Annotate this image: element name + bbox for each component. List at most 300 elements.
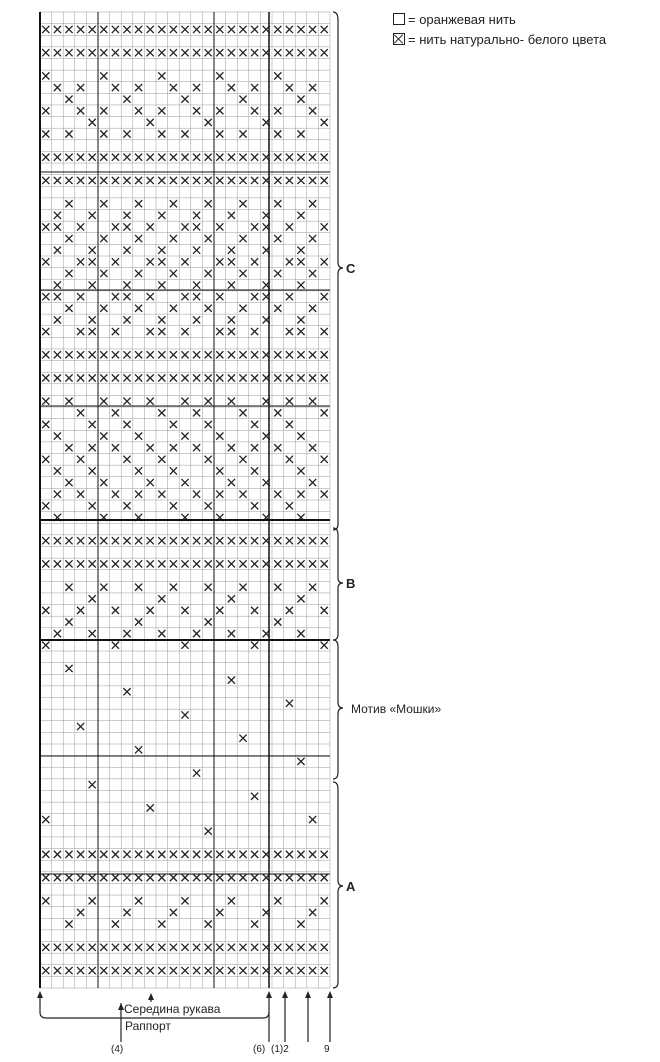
stitch-cross [228, 374, 235, 381]
stitch-cross [54, 467, 61, 474]
stitch-cross [123, 351, 130, 358]
stitch-cross [123, 223, 130, 230]
stitch-cross [54, 177, 61, 184]
stitch-cross [135, 154, 142, 161]
stitch-cross [54, 851, 61, 858]
stitch-cross [216, 374, 223, 381]
stitch-cross [42, 72, 49, 79]
stitch-cross [135, 351, 142, 358]
stitch-cross [251, 293, 258, 300]
stitch-cross [135, 177, 142, 184]
stitch-cross [77, 456, 84, 463]
stitch-cross [135, 84, 142, 91]
stitch-cross [297, 26, 304, 33]
stitch-cross [147, 967, 154, 974]
stitch-cross [65, 444, 72, 451]
stitch-cross [216, 944, 223, 951]
stitch-cross [42, 456, 49, 463]
stitch-cross [205, 49, 212, 56]
stitch-cross [193, 351, 200, 358]
section-c-brace [333, 12, 343, 530]
column-label-1-2: (1)2 [271, 1044, 289, 1055]
section-a-brace [333, 782, 343, 988]
stitch-cross [239, 874, 246, 881]
stitch-cross [181, 560, 188, 567]
stitch-cross [251, 967, 258, 974]
stitch-cross [216, 177, 223, 184]
stitch-cross [205, 828, 212, 835]
stitch-cross [100, 851, 107, 858]
stitch-cross [54, 293, 61, 300]
stitch-cross [193, 26, 200, 33]
stitch-cross [54, 491, 61, 498]
stitch-cross [181, 944, 188, 951]
section-c-label: C [346, 261, 356, 276]
stitch-cross [297, 467, 304, 474]
stitch-cross [158, 177, 165, 184]
stitch-cross [205, 26, 212, 33]
stitch-cross [42, 351, 49, 358]
stitch-cross [147, 444, 154, 451]
stitch-cross [297, 920, 304, 927]
stitch-cross [89, 467, 96, 474]
column-label-4: (4) [111, 1044, 124, 1055]
stitch-cross [65, 177, 72, 184]
stitch-cross [170, 537, 177, 544]
stitch-cross [170, 235, 177, 242]
stitch-cross [170, 851, 177, 858]
empty-square-icon [393, 13, 405, 25]
stitch-cross [286, 84, 293, 91]
stitch-cross [239, 270, 246, 277]
stitch-cross [65, 154, 72, 161]
stitch-cross [42, 967, 49, 974]
stitch-cross [123, 851, 130, 858]
stitch-cross [309, 107, 316, 114]
stitch-cross [54, 967, 61, 974]
stitch-cross [274, 26, 281, 33]
stitch-cross [205, 560, 212, 567]
stitch-cross [251, 107, 258, 114]
stitch-cross [158, 26, 165, 33]
stitch-cross [89, 595, 96, 602]
stitch-cross [251, 467, 258, 474]
stitch-cross [205, 502, 212, 509]
stitch-cross [100, 107, 107, 114]
stitch-cross [321, 154, 328, 161]
stitch-cross [239, 537, 246, 544]
stitch-cross [228, 316, 235, 323]
stitch-cross [89, 630, 96, 637]
stitch-cross [321, 642, 328, 649]
stitch-cross [297, 491, 304, 498]
stitch-cross [228, 874, 235, 881]
stitch-cross [112, 537, 119, 544]
stitch-cross [216, 607, 223, 614]
stitch-cross [297, 130, 304, 137]
stitch-cross [309, 270, 316, 277]
stitch-cross [228, 560, 235, 567]
stitch-cross [112, 874, 119, 881]
stitch-cross [251, 444, 258, 451]
stitch-cross [158, 281, 165, 288]
stitch-cross [65, 537, 72, 544]
stitch-cross [65, 351, 72, 358]
stitch-cross [112, 967, 119, 974]
stitch-cross [297, 967, 304, 974]
stitch-cross [158, 944, 165, 951]
stitch-cross [147, 374, 154, 381]
stitch-cross [239, 491, 246, 498]
stitch-cross [89, 897, 96, 904]
stitch-cross [170, 584, 177, 591]
stitch-cross [205, 351, 212, 358]
stitch-cross [42, 502, 49, 509]
stitch-cross [42, 293, 49, 300]
stitch-cross [239, 351, 246, 358]
stitch-cross [239, 154, 246, 161]
stitch-cross [65, 944, 72, 951]
stitch-cross [216, 49, 223, 56]
stitch-cross [170, 49, 177, 56]
stitch-cross [274, 491, 281, 498]
stitch-cross [100, 130, 107, 137]
stitch-cross [77, 909, 84, 916]
stitch-cross [309, 235, 316, 242]
stitch-cross [286, 607, 293, 614]
stitch-cross [112, 258, 119, 265]
stitch-cross [158, 258, 165, 265]
stitch-cross [135, 967, 142, 974]
stitch-cross [89, 177, 96, 184]
stitch-cross [216, 874, 223, 881]
stitch-cross [309, 200, 316, 207]
stitch-cross [89, 537, 96, 544]
stitch-cross [54, 374, 61, 381]
stitch-cross [286, 560, 293, 567]
stitch-cross [216, 851, 223, 858]
stitch-cross [65, 665, 72, 672]
stitch-cross [54, 630, 61, 637]
stitch-cross [89, 281, 96, 288]
stitch-cross [42, 851, 49, 858]
stitch-cross [205, 154, 212, 161]
stitch-cross [274, 444, 281, 451]
stitch-cross [89, 119, 96, 126]
stitch-cross [297, 247, 304, 254]
stitch-cross [297, 537, 304, 544]
stitch-cross [65, 200, 72, 207]
stitch-cross [297, 944, 304, 951]
stitch-cross [147, 479, 154, 486]
stitch-cross [147, 351, 154, 358]
stitch-cross [42, 49, 49, 56]
stitch-cross [309, 177, 316, 184]
stitch-cross [123, 874, 130, 881]
stitch-cross [309, 84, 316, 91]
stitch-cross [274, 351, 281, 358]
stitch-cross [181, 642, 188, 649]
stitch-cross [170, 421, 177, 428]
stitch-cross [147, 874, 154, 881]
sleeve-middle-label: Середина рукава [124, 1002, 221, 1016]
stitch-cross [216, 967, 223, 974]
stitch-cross [112, 84, 119, 91]
stitch-cross [89, 967, 96, 974]
stitch-cross [309, 305, 316, 312]
stitch-cross [205, 235, 212, 242]
stitch-cross [228, 281, 235, 288]
stitch-cross [123, 909, 130, 916]
stitch-cross [321, 223, 328, 230]
stitch-cross [112, 26, 119, 33]
stitch-cross [123, 177, 130, 184]
stitch-cross [297, 560, 304, 567]
stitch-cross [170, 502, 177, 509]
stitch-cross [274, 154, 281, 161]
stitch-cross [158, 316, 165, 323]
stitch-cross [112, 560, 119, 567]
stitch-cross [54, 874, 61, 881]
stitch-cross [297, 374, 304, 381]
stitch-cross [228, 537, 235, 544]
stitch-cross [54, 154, 61, 161]
stitch-cross [239, 409, 246, 416]
stitch-cross [297, 316, 304, 323]
stitch-cross [228, 212, 235, 219]
stitch-cross [100, 874, 107, 881]
stitch-cross [123, 154, 130, 161]
stitch-cross [251, 26, 258, 33]
stitch-cross [239, 235, 246, 242]
stitch-cross [181, 351, 188, 358]
stitch-cross [193, 874, 200, 881]
stitch-cross [216, 72, 223, 79]
stitch-cross [158, 374, 165, 381]
legend-orange [393, 12, 516, 27]
stitch-cross [135, 944, 142, 951]
stitch-cross [112, 607, 119, 614]
stitch-cross [42, 130, 49, 137]
stitch-cross [251, 328, 258, 335]
stitch-cross [158, 456, 165, 463]
stitch-cross [112, 944, 119, 951]
stitch-cross [65, 26, 72, 33]
stitch-cross [321, 119, 328, 126]
stitch-cross [123, 688, 130, 695]
stitch-cross [170, 26, 177, 33]
stitch-cross [228, 630, 235, 637]
stitch-cross [170, 467, 177, 474]
stitch-cross [274, 897, 281, 904]
stitch-cross [135, 270, 142, 277]
stitch-cross [42, 607, 49, 614]
stitch-cross [286, 258, 293, 265]
stitch-cross [54, 944, 61, 951]
stitch-cross [100, 560, 107, 567]
stitch-cross [77, 223, 84, 230]
stitch-cross [274, 305, 281, 312]
stitch-cross [158, 491, 165, 498]
stitch-cross [123, 247, 130, 254]
stitch-cross [89, 258, 96, 265]
stitch-cross [100, 374, 107, 381]
stitch-cross [274, 537, 281, 544]
repeat-label: Раппорт [125, 1019, 171, 1033]
stitch-cross [321, 851, 328, 858]
stitch-cross [77, 26, 84, 33]
stitch-cross [54, 432, 61, 439]
stitch-cross [89, 874, 96, 881]
stitch-cross [239, 584, 246, 591]
stitch-cross [251, 177, 258, 184]
stitch-cross [297, 154, 304, 161]
stitch-cross [239, 305, 246, 312]
stitch-cross [181, 374, 188, 381]
stitch-cross [123, 560, 130, 567]
stitch-cross [274, 851, 281, 858]
stitch-cross [297, 851, 304, 858]
section-motif-brace [333, 640, 343, 779]
stitch-cross [89, 421, 96, 428]
stitch-cross [42, 107, 49, 114]
stitch-cross [77, 293, 84, 300]
stitch-cross [42, 154, 49, 161]
stitch-cross [205, 537, 212, 544]
stitch-cross [158, 130, 165, 137]
stitch-cross [251, 874, 258, 881]
stitch-cross [205, 851, 212, 858]
stitch-cross [65, 305, 72, 312]
stitch-cross [216, 909, 223, 916]
stitch-cross [205, 874, 212, 881]
stitch-cross [100, 270, 107, 277]
stitch-cross [251, 351, 258, 358]
stitch-cross [321, 258, 328, 265]
stitch-cross [205, 920, 212, 927]
stitch-cross [89, 247, 96, 254]
stitch-cross [77, 723, 84, 730]
stitch-cross [309, 967, 316, 974]
stitch-cross [286, 49, 293, 56]
stitch-cross [100, 305, 107, 312]
stitch-cross [135, 374, 142, 381]
stitch-cross [205, 270, 212, 277]
stitch-cross [65, 270, 72, 277]
stitch-cross [77, 967, 84, 974]
stitch-cross [112, 642, 119, 649]
legend-white [393, 32, 606, 47]
stitch-cross [274, 235, 281, 242]
stitch-cross [65, 130, 72, 137]
stitch-cross [135, 235, 142, 242]
stitch-cross [42, 642, 49, 649]
stitch-cross [251, 84, 258, 91]
stitch-cross [89, 944, 96, 951]
stitch-cross [193, 316, 200, 323]
stitch-cross [297, 212, 304, 219]
stitch-cross [216, 107, 223, 114]
stitch-cross [205, 584, 212, 591]
stitch-cross [321, 537, 328, 544]
stitch-cross [147, 398, 154, 405]
stitch-cross [100, 584, 107, 591]
stitch-cross [89, 851, 96, 858]
stitch-cross [286, 851, 293, 858]
stitch-cross [321, 897, 328, 904]
stitch-cross [135, 560, 142, 567]
stitch-cross [42, 258, 49, 265]
stitch-cross [228, 328, 235, 335]
stitch-cross [274, 560, 281, 567]
stitch-cross [216, 560, 223, 567]
stitch-cross [274, 584, 281, 591]
stitch-cross [100, 432, 107, 439]
stitch-cross [158, 212, 165, 219]
stitch-cross [112, 351, 119, 358]
stitch-cross [112, 491, 119, 498]
stitch-cross [89, 26, 96, 33]
stitch-cross [216, 130, 223, 137]
stitch-cross [135, 851, 142, 858]
stitch-cross [158, 595, 165, 602]
stitch-cross [42, 560, 49, 567]
stitch-cross [158, 537, 165, 544]
stitch-cross [193, 444, 200, 451]
stitch-cross [158, 247, 165, 254]
stitch-cross [147, 223, 154, 230]
stitch-cross [216, 328, 223, 335]
stitch-cross [77, 560, 84, 567]
stitch-cross [135, 107, 142, 114]
stitch-cross [309, 26, 316, 33]
stitch-cross [65, 920, 72, 927]
stitch-cross [123, 130, 130, 137]
stitch-cross [181, 711, 188, 718]
stitch-cross [181, 537, 188, 544]
stitch-cross [100, 49, 107, 56]
stitch-cross [181, 96, 188, 103]
chart-grid [40, 12, 330, 988]
stitch-cross [239, 735, 246, 742]
stitch-cross [170, 874, 177, 881]
stitch-cross [274, 107, 281, 114]
stitch-cross [321, 560, 328, 567]
stitch-cross [147, 328, 154, 335]
stitch-cross [123, 944, 130, 951]
stitch-cross [181, 154, 188, 161]
stitch-cross [228, 479, 235, 486]
stitch-cross [297, 432, 304, 439]
stitch-cross [286, 223, 293, 230]
stitch-cross [89, 49, 96, 56]
stitch-cross [286, 293, 293, 300]
stitch-cross [181, 258, 188, 265]
stitch-cross [54, 537, 61, 544]
stitch-cross [158, 72, 165, 79]
stitch-cross [181, 293, 188, 300]
stitch-cross [286, 537, 293, 544]
stitch-cross [42, 944, 49, 951]
stitch-cross [77, 537, 84, 544]
stitch-cross [65, 96, 72, 103]
stitch-cross [89, 316, 96, 323]
stitch-cross [77, 944, 84, 951]
stitch-cross [309, 351, 316, 358]
stitch-cross [274, 200, 281, 207]
stitch-cross [251, 421, 258, 428]
stitch-cross [251, 374, 258, 381]
